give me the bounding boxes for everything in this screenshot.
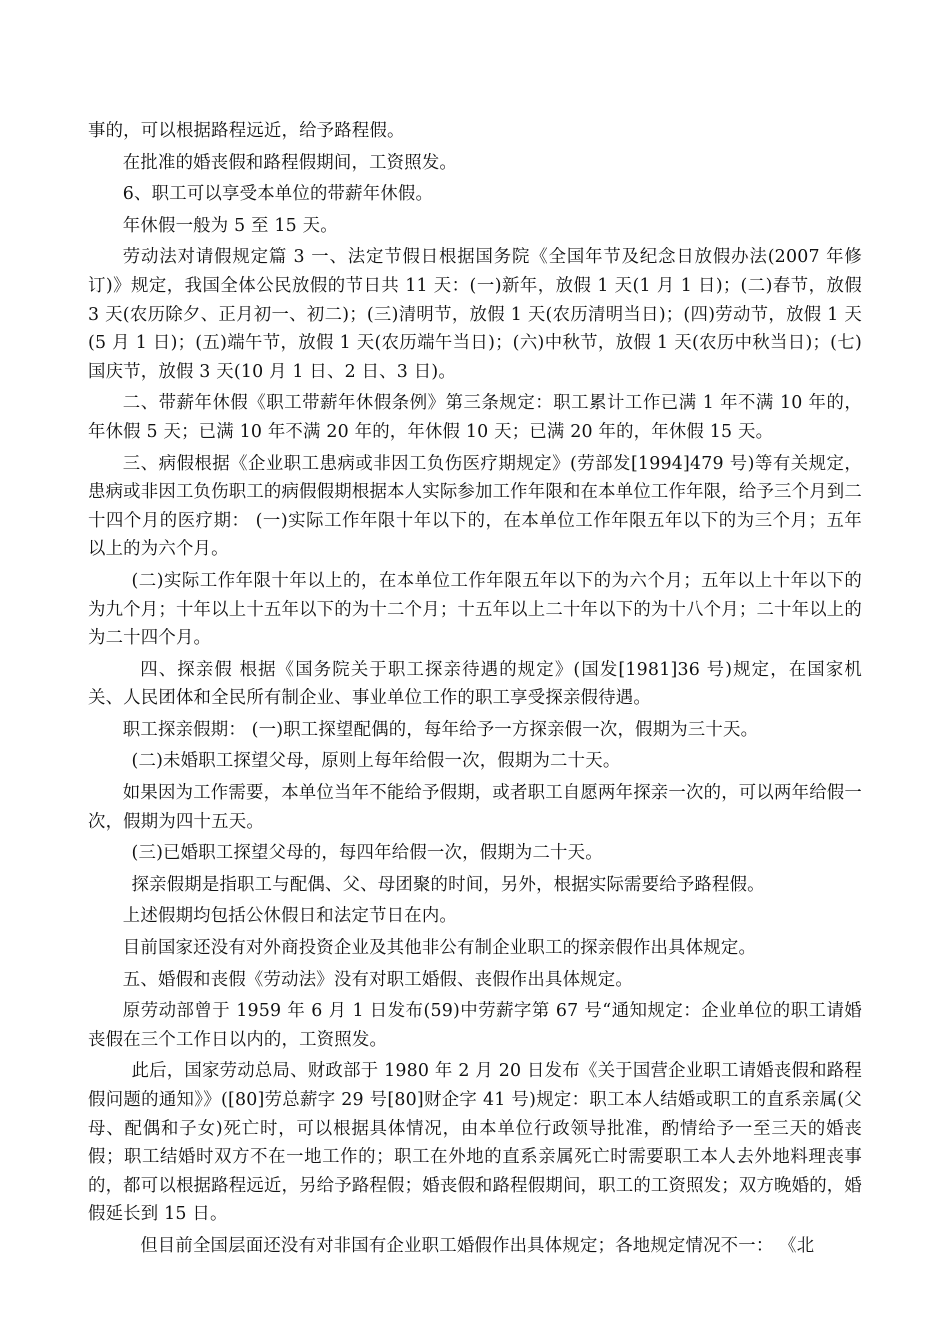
paragraph-19: 此后，国家劳动总局、财政部于 1980 年 2 月 20 日发布《关于国营企业职工请婚丧假和路程假问题的通知》》([80]劳总薪字 29 号[80]财企字 41 号)规定：职工本人结婚或职工的直系亲属(父母、配偶和子女)死亡时，可以根据具体情况，由本单位行政领导批准，酌情给予一至三天的婚丧假；职工结婚时双方不在一地工作的；职工在外地的直系亲属死亡时需要职工本人去外地料理丧事的，都可以根据路程远近，另给予路程假；婚丧假和路程假期间，职工的工资照发；双方晚婚的，婚假延长到 15 日。 [88,1061,862,1225]
paragraph-12: 如果因为工作需要，本单位当年不能给予假期，或者职工自愿两年探亲一次的，可以两年给假一次，假期为四十五天。 [88,783,862,832]
paragraph-17: 五、婚假和丧假《劳动法》没有对职工婚假、丧假作出具体规定。 [122,969,633,990]
paragraph-18: 原劳动部曾于 1959 年 6 月 1 日发布(59)中劳薪字第 67 号“通知规定：企业单位的职工请婚丧假在三个工作日以内的，工资照发。 [88,1001,862,1050]
paragraph-15: 上述假期均包括公休假日和法定节日在内。 [122,906,458,927]
paragraph-10: 职工探亲假期： (一)职工探望配偶的，每年给予一方探亲假一次，假期为三十天。 [122,719,759,740]
paragraph-16: 目前国家还没有对外商投资企业及其他非公有制企业职工的探亲假作出具体规定。 [122,938,757,959]
document-body [88,117,862,1264]
paragraph-14: 探亲假期是指职工与配偶、父、母团聚的时间，另外，根据实际需要给予路程假。 [131,874,765,895]
paragraph-6: 二、带薪年休假《职工带薪年休假条例》第三条规定：职工累计工作已满 1 年不满 10 年的，年休假 5 天；已满 10 年不满 20 年的，年休假 10 天；已满 20 年的，年休假 15 天。 [88,393,862,442]
paragraph-3: 6、职工可以享受本单位的带薪年休假。 [122,184,434,205]
paragraph-7: 三、病假根据《企业职工患病或非因工负伤医疗期规定》(劳部发[1994]479 号)等有关规定，患病或非因工负伤职工的病假假期根据本人实际参加工作年限和在本单位工作年限，给予三个月到二十四个月的医疗期： (一)实际工作年限十年以下的，在本单位工作年限五年以下的为三个月；五年以上的为六个月。 [88,453,862,560]
paragraph-20: 但目前全国层面还没有对非国有企业职工婚假作出具体规定；各地规定情况不一： 《北 [140,1235,815,1256]
paragraph-11: (二)未婚职工探望父母，原则上每年给假一次，假期为二十天。 [131,751,621,772]
paragraph-5: 劳动法对请假规定篇 3 一、法定节假日根据国务院《全国年节及纪念日放假办法(2007 年修订)》规定，我国全体公民放假的节日共 11 天：(一)新年，放假 1 天(1 月 1 日)；(二)春节，放假 3 天(农历除夕、正月初一、初二)；(三)清明节，放假 1 天(农历清明当日)；(四)劳动节，放假 1 天(5 月 1 日)；(五)端午节，放假 1 天(农历端午当日)；(六)中秋节，放假 1 天(农历中秋当日)；(七)国庆节，放假 3 天(10 月 1 日、2 日、3 日)。 [88,247,862,382]
paragraph-1: 事的，可以根据路程远近，给予路程假。 [88,121,405,141]
paragraph-2: 在批准的婚丧假和路程假期间，工资照发。 [122,152,458,173]
paragraph-13: (三)已婚职工探望父母的，每四年给假一次，假期为二十天。 [131,843,603,864]
paragraph-9: 四、探亲假 根据《国务院关于职工探亲待遇的规定》(国发[1981]36 号)规定，在国家机关、人民团体和全民所有制企业、事业单位工作的职工享受探亲假待遇。 [88,659,862,709]
paragraph-4: 年休假一般为 5 至 15 天。 [122,215,338,236]
paragraph-8: (二)实际工作年限十年以上的，在本单位工作年限五年以下的为六个月；五年以上十年以下的为九个月；十年以上十五年以下的为十二个月；十五年以上二十年以下的为十八个月；二十年以上的为二十四个月。 [88,570,862,649]
